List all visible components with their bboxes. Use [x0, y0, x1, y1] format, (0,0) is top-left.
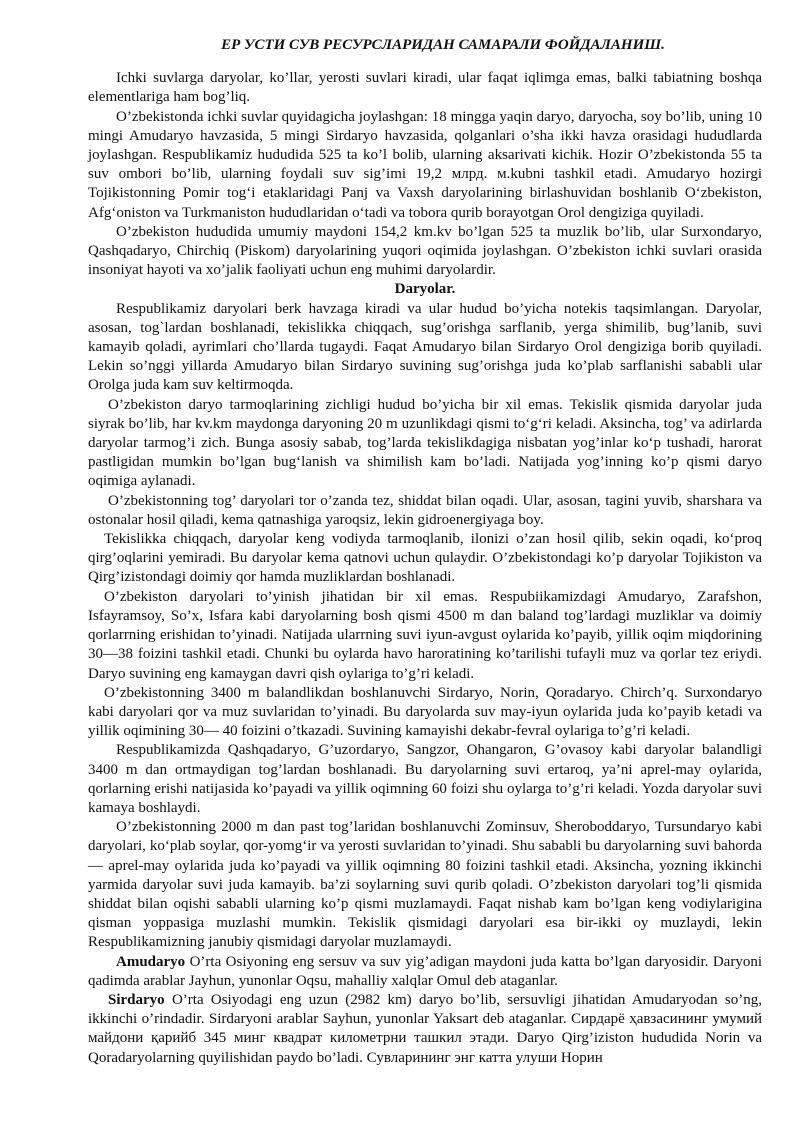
paragraph-sirdaryo [88, 991, 762, 1068]
paragraph-low-mountain-rivers: Respublikamizda Qashqadaryo, G’uzordaryo, Sangzor, Ohangaron, G’ovasoy kabi daryolar balandligi 3400 m dan ortmaydigan tog’lardan boshlanadi. Bu daryolarning suvi ertaroq, ya’ni aprel-may oylarida, qorlarning erishi natijasida ko’payadi va yillik oqimning 60 foizi shu oylarga to’g’ri keladi. Yozda daryolar suvi kamaya boshlaydi. [88, 742, 762, 816]
document-page [88, 36, 762, 1068]
paragraph-mountain-rivers: O’zbekistonning tog’ daryolari tor o’zanda tez, shiddat bilan oqadi. Ular, asosan, tagini yuvib, sharshara va ostonalar hosil qiladi, kema qatnashiga yaroqsiz, lekin gidroenergiyaga boy. [88, 492, 762, 528]
paragraph-glaciers: O’zbekiston hududida umumiy maydoni 154,2 km.kv bo’lgan 525 ta muzlik bo’lib, ular Surxondaryo, Qashqadaryo, Chirchiq (Piskom) daryolarining yuqori oqimida joylashgan. O’zbekiston ichki suvlari orasida insoniyat hayoti va xo’jalik faoliyati uchun eng muhimi daryolardir. [88, 223, 762, 279]
paragraph-river-density: O’zbekiston daryo tarmoqlarining zichligi hudud bo’yicha bir xil emas. Tekislik qismida daryolar juda siyrak bo’lib, har kv.km maydonga daryoning 20 m uzunlikdagi qismi to‘g‘ri keladi. Aksincha, tog’ va adirlarda daryolar tarmog’i zich. Bunga asosiy sabab, tog’larda tekislikdagiga nisbatan yog’inlar ko‘p tushadi, harorat pastligidan mumkin bo’lgan bug‘lanish va shimilish kam bo’ladi. Natijada yog’inning ko’p qismi daryo oqimiga aylanadi. [88, 396, 762, 490]
paragraph-river-feeding: O’zbekiston daryolari to’yinish jihatidan bir xil emas. Respubiikamizdagi Amudaryo, Zarafshon, Isfayramsoy, So’x, Isfara kabi daryolarning bosh qismi 4500 m dan baland tog’lardagi muzliklar va doimiy qorlarrning erishidan to’yinadi. Natijada ularrning suvi iyun-avgust oylarida ko’payib, yillik oqim miqdorining 30—38 foizini tashkil etadi. Chunki bu oylarda havo haroratining ko’tarilishi tufayli muz va qorlar tez eriydi. Daryo suvining eng kamaygan davri qish oylariga to’g’ri keladi. [88, 588, 762, 682]
paragraph-inland-waters: O’zbekistonda ichki suvlar quyidagicha joylashgan: 18 mingga yaqin daryo, daryocha, soy bo’lib, uning 10 mingi Amudaryo havzasida, 5 mingi Sirdaryo havzasida, qolganlari o’sha ikki havza orasidagi hududlarda joylashgan. Respublikamiz hududida 525 ta ko’l bolib, ularning aksarivati kichik. Hozir O’zbekistonda 55 ta suv ombori bo’lib, ularning foydali suv sig’imi 19,2 млрд. м.kubni tashkil etadi. Amudaryo hozirgi Tojikistonning Pomir tog‘i etaklaridagi Panj va Vaxsh daryolarining birlashuvidan boshlanib O‘zbekiston, Afg‘oniston va Turkmaniston hududlaridan o‘tadi va tobora qurib borayotgan Orol dengiziga quyiladi. [88, 108, 762, 221]
paragraph-rain-fed-rivers: O’zbekistonning 2000 m dan past tog’laridan boshlanuvchi Zominsuv, Sheroboddaryo, Tursundaryo kabi daryolari, ko‘plab soylar, qor-yomg‘ir va yerosti suvlaridan to’yinadi. Shu sababli bu daryolarning suvi bahorda — aprel-may oylarida juda ko’payadi va yillik oqimning 80 foizini tashkil etadi. Aksincha, yozning ikkinchi yarmida daryolar suvi juda kamayib. ba’zi soylarning suvi qurib qoladi. O’zbekiston daryolari tog’li qismida shiddat bilan oqishi sababli ularning ko’p qismi muzlamaydi. Faqat nishab kam bo’lgan keng vodiylarigina qisman yoppasiga muzlashi mumkin. Tekislik qismidagi daryolari esa bir-ikki oy muzlaydi, lekin Respublikamizning janubiy qismidagi daryolar muzlamaydi. [88, 819, 762, 951]
paragraph-plain-rivers: Tekislikka chiqqach, daryolar keng vodiyda tarmoqlanib, ilonizi o’zan hosil qilib, sekin oqadi, ko‘proq qirg’oqlarini yemiradi. Bu daryolar kema qatnovi uchun qulaydir. O’zbekistondagi ko’p daryolar Tojikiston va Qirg’izistondagi doimiy qor hamda muzliklardan boshlanadi. [88, 531, 762, 586]
paragraph-river-basins: Respublikamiz daryolari berk havzaga kiradi va ular hudud bo’yicha notekis taqsimlangan. Daryolar, asosan, tog`lardan boshlanadi, tekislikka chiqqach, sug’orishga sarflanib, yerga shimilib, bug’lanib, suvi kamayib qoladi, ayrimlari cho’llarda tugaydi. Faqat Amudaryo bilan Sirdaryo Orol dengiziga borib quyiladi. Lekin so’nggi yillarda Amudaryo bilan Sirdaryo suvining sug’orishga juda ko’plab sarflanishi sababli ular Orolga juda kam suv keltirmoqda. [88, 300, 762, 394]
term-sirdaryo: Sirdaryo [108, 991, 165, 1008]
page-title: ЕР УСТИ СУВ РЕСУРСЛАРИДАН САМАРАЛИ ФОЙДАЛАНИШ. [221, 37, 665, 53]
term-amudaryo: Amudaryo [116, 953, 186, 970]
amudaryo-text: O’rta Osiyoning eng sersuv va suv yig’adigan maydoni juda katta bo’lgan daryosidir. Daryoni qadimda arablar Jayhun, yunonlar Oqsu, mahalliy xalqlar Omul deb ataganlar. [88, 953, 762, 989]
paragraph-amudaryo [88, 953, 762, 991]
paragraph-snow-ice-rivers: O’zbekistonning 3400 m balandlikdan boshlanuvchi Sirdaryo, Norin, Qoradaryo. Chirch’q. Surxondaryo kabi daryolari qor va muz suvlaridan to’yinadi. Bu daryolarda suv may-iyun oylarida juda ko’payib ketadi va yillik oqimining 30— 40 foizini o’tkazadi. Suvining kamayishi dekabr-fevral oylariga to’g’ri keladi. [88, 684, 762, 740]
paragraph-intro: Ichki suvlarga daryolar, ko’llar, yerosti suvlari kiradi, ular faqat iqlimga emas, balki tabiatning boshqa elementlariga ham bog’liq. [88, 70, 762, 106]
sirdaryo-text: O’rta Osiyodagi eng uzun (2982 km) daryo bo’lib, sersuvligi jihatidan Amudaryodan so’ng, ikkinchi o’rindadir. Sirdaryoni arablar Sayhun, yunonlar Yaksart deb ataganlar. Сирдарё ҳавзасининг умумий майдони қарийб 345 минг квадрат километрни ташкил этади. Daryo Qirg’iziston hududida Norin va Qoradaryolarning quyilishidan paydo bo’ladi. Сувларининг энг катта улуши Норин [88, 991, 762, 1066]
section-heading-rivers: Daryolar. [394, 281, 456, 298]
